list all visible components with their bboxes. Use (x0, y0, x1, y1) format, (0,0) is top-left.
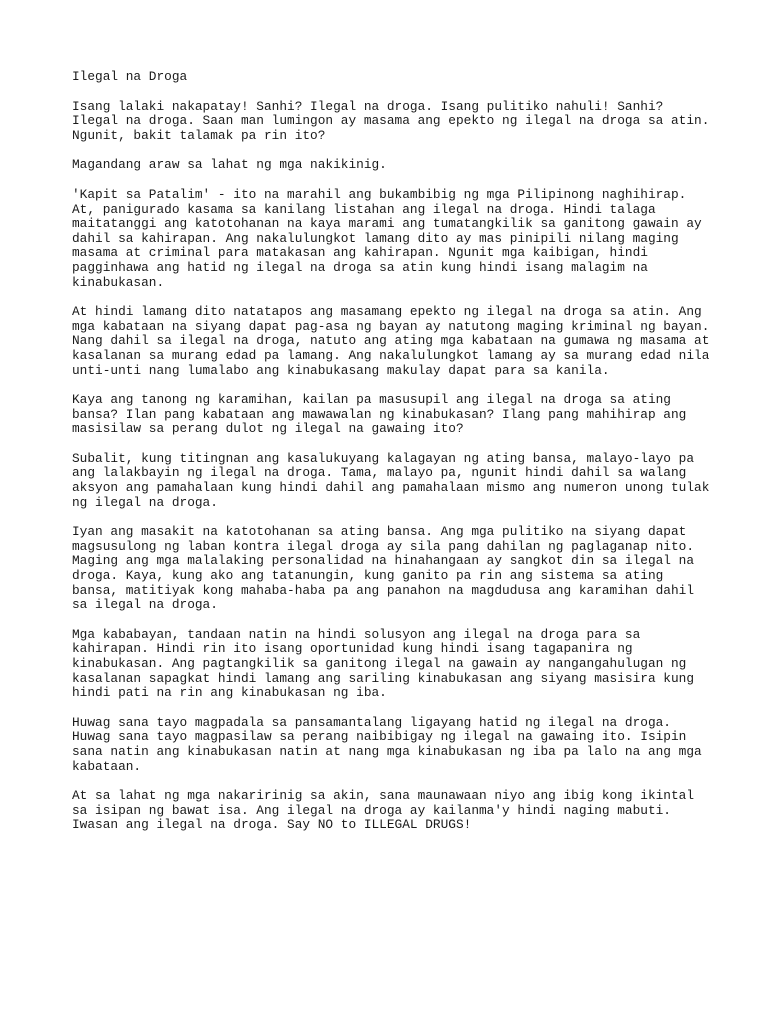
document-body (72, 100, 712, 833)
text-line: At hindi lamang dito natatapos ang masamang epekto ng ilegal na droga sa atin. Ang (72, 304, 702, 320)
paragraph (72, 158, 712, 173)
text-line: bansa, matitiyak kong mahaba-haba pa ang panahon na magdudusa ang karamihan dahil (72, 582, 695, 598)
text-line: Nang dahil sa ilegal na droga, natuto ang ating mga kabataan na gumawa ng masama at (72, 333, 710, 349)
text-line: 'Kapit sa Patalim' - ito na marahil ang bukambibig ng mga Pilipinong naghihirap. (72, 186, 687, 202)
paragraph (72, 305, 712, 378)
text-line: Maging ang mga malalaking personalidad na hinahangaan ay sangkot din sa ilegal na (72, 553, 695, 569)
text-line: kasalanan sapagkat hindi lamang ang sariling kinabukasan ang siyang masisira kung (72, 670, 695, 686)
text-line: masisilaw sa perang dulot ng ilegal na gawaing ito? (72, 421, 464, 437)
text-line: masama at criminal para matakasan ang kahirapan. Ngunit mga kaibigan, hindi (72, 245, 648, 261)
text-line: ng ilegal na droga. (72, 494, 218, 510)
text-line: magsusulong ng laban kontra ilegal droga ay sila pang dahilan ng paglaganap nito. (72, 538, 695, 554)
paragraph (72, 188, 712, 290)
text-line: bansa? Ilan pang kabataan ang mawawalan ng kinabukasan? Ilang pang mahihirap ang (72, 406, 687, 422)
paragraph (72, 452, 712, 510)
text-line: hindi pati na rin ang kinabukasan ng iba. (72, 685, 387, 701)
text-line: Iyan ang masakit na katotohanan sa ating bansa. Ang mga pulitiko na siyang dapat (72, 524, 687, 540)
text-line: maitatanggi ang katotohanan na kaya marami ang tumatangkilik sa ganitong gawain ay (72, 216, 702, 232)
document-page (72, 70, 712, 848)
text-line: sana natin ang kinabukasan natin at nang mga kinabukasan ng iba pa lalo na ang mga (72, 743, 702, 759)
text-line: aksyon ang pamahalaan kung hindi dahil ang pamahalaan mismo ang numeron unong tulak (72, 480, 710, 496)
text-line: ang lalakbayin ng ilegal na droga. Tama, malayo pa, ngunit hindi dahil sa walang (72, 465, 687, 481)
text-line: Mga kababayan, tandaan natin na hindi solusyon ang ilegal na droga para sa (72, 626, 641, 642)
text-line: kasalanan sa murang edad pa lamang. Ang nakalulungkot lamang ay sa murang edad nila (72, 347, 710, 363)
text-line: kinabukasan. (72, 274, 165, 290)
text-line: kinabukasan. Ang pagtangkilik sa ganitong ilegal na gawain ay nangangahulugan ng (72, 656, 687, 671)
paragraph (72, 716, 712, 774)
text-line: unti-unti nang lumalabo ang kinabukasang makulay dapat para sa kanila. (72, 362, 610, 378)
paragraph (72, 628, 712, 701)
text-line: sa ilegal na droga. (72, 597, 218, 613)
text-line: kahirapan. Hindi rin ito isang oportunidad kung hindi isang tagapanira ng (72, 641, 633, 657)
paragraph (72, 789, 712, 833)
text-line: Ilegal na droga. Saan man lumingon ay masama ang epekto ng ilegal na droga sa atin. (72, 113, 710, 129)
text-line: Iwasan ang ilegal na droga. Say NO to ILLEGAL DRUGS! (72, 817, 472, 833)
text-line: Huwag sana tayo magpasilaw sa perang naibibigay ng ilegal na gawaing ito. Isipin (72, 729, 687, 745)
text-line: Magandang araw sa lahat ng mga nakikinig. (72, 157, 387, 173)
document-title: Ilegal na Droga (72, 69, 188, 84)
paragraph (72, 100, 712, 144)
text-line: kabataan. (72, 758, 142, 774)
text-line: sa isipan ng bawat isa. Ang ilegal na droga ay kailanma'y hindi naging mabuti. (72, 802, 671, 818)
text-line: dahil sa kahirapan. Ang nakalulungkot lamang dito ay mas pinipili nilang maging (72, 230, 679, 246)
text-line: Kaya ang tanong ng karamihan, kailan pa masusupil ang ilegal na droga sa ating (72, 392, 671, 408)
text-line: droga. Kaya, kung ako ang tatanungin, kung ganito pa rin ang sistema sa ating (72, 568, 664, 584)
text-line: pagginhawa ang hatid ng ilegal na droga sa atin kung hindi isang malagim na (72, 259, 648, 275)
text-line: Isang lalaki nakapatay! Sanhi? Ilegal na droga. Isang pulitiko nahuli! Sanhi? (72, 98, 664, 114)
text-line: Huwag sana tayo magpadala sa pansamantalang ligayang hatid ng ilegal na droga. (72, 714, 671, 730)
text-line: At, panigurado kasama sa kanilang listahan ang ilegal na droga. Hindi talaga (72, 201, 656, 217)
text-line: mga kabataan na siyang dapat pag-asa ng bayan ay natutong maging kriminal ng bayan. (72, 318, 710, 334)
paragraph (72, 393, 712, 437)
text-line: Subalit, kung titingnan ang kasalukuyang kalagayan ng ating bansa, malayo-layo pa (72, 450, 695, 466)
text-line: At sa lahat ng mga nakaririnig sa akin, sana maunawaan niyo ang ibig kong ikintal (72, 788, 695, 804)
paragraph (72, 525, 712, 613)
text-line: Ngunit, bakit talamak pa rin ito? (72, 127, 326, 143)
